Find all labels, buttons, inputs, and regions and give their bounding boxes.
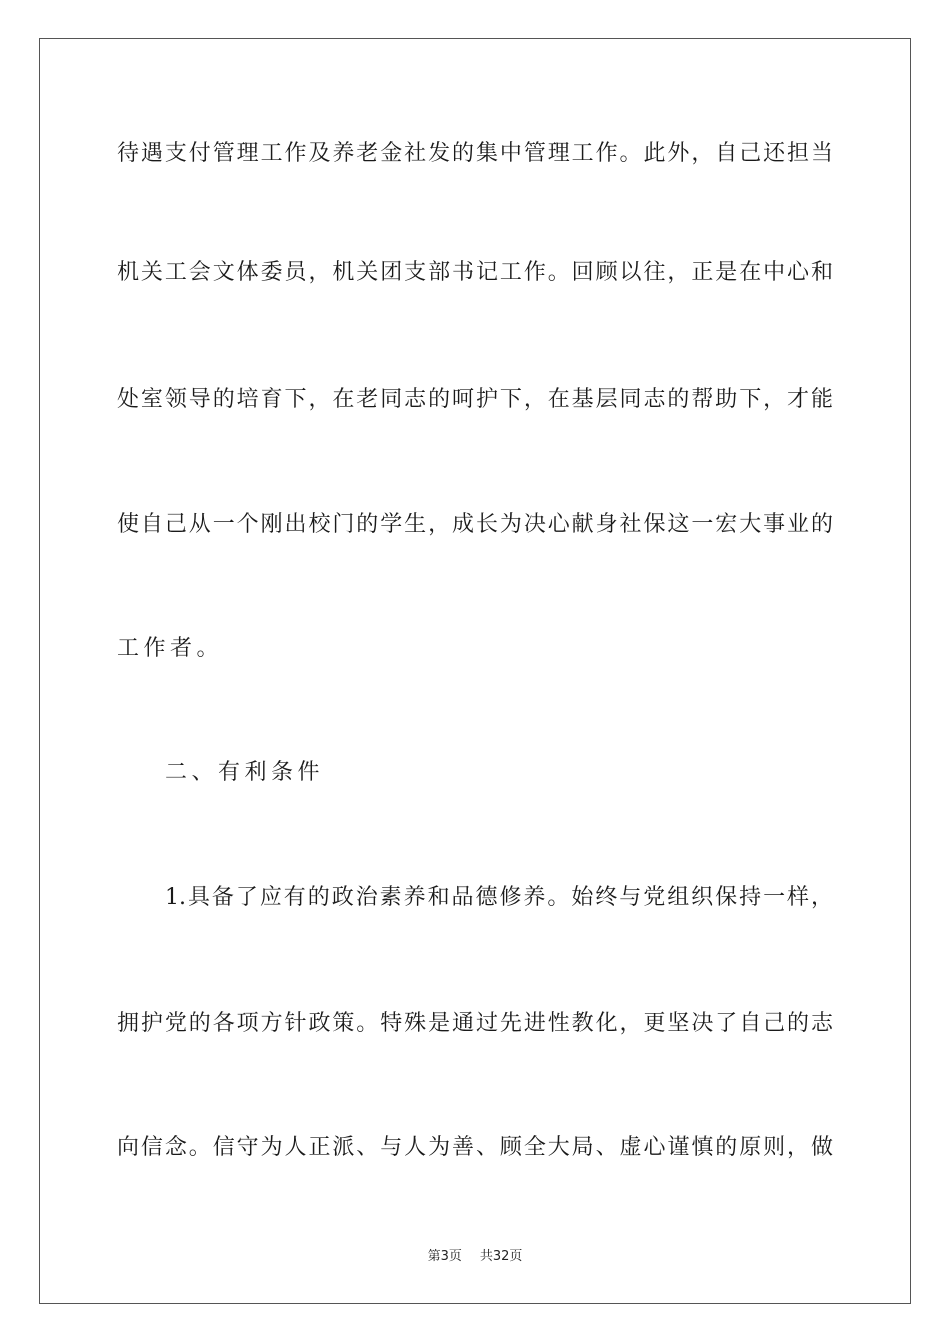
page-number: 第3页: [427, 1249, 462, 1264]
page-border: [39, 38, 911, 1304]
body-line-1: 待遇支付管理工作及养老金社发的集中管理工作。此外，自己还担当: [117, 141, 833, 166]
body-line-8: 拥护党的各项方针政策。特殊是通过先进性教化，更坚决了自己的志: [117, 1011, 833, 1036]
page-total: 共32页: [479, 1249, 523, 1264]
body-line-5: 工作者。: [117, 636, 224, 661]
page-footer: [0, 1245, 950, 1264]
body-line-7: 1.具备了应有的政治素养和品德修养。始终与党组织保持一样，: [165, 885, 833, 910]
body-line-9: 向信念。信守为人正派、与人为善、顾全大局、虚心谨慎的原则，做: [117, 1135, 833, 1160]
body-line-3: 处室领导的培育下，在老同志的呵护下，在基层同志的帮助下，才能: [117, 387, 833, 412]
body-line-4: 使自己从一个刚出校门的学生，成长为决心献身社保这一宏大事业的: [117, 512, 833, 537]
section-heading: 二、有利条件: [165, 760, 325, 785]
body-line-2: 机关工会文体委员，机关团支部书记工作。回顾以往，正是在中心和: [117, 260, 833, 285]
